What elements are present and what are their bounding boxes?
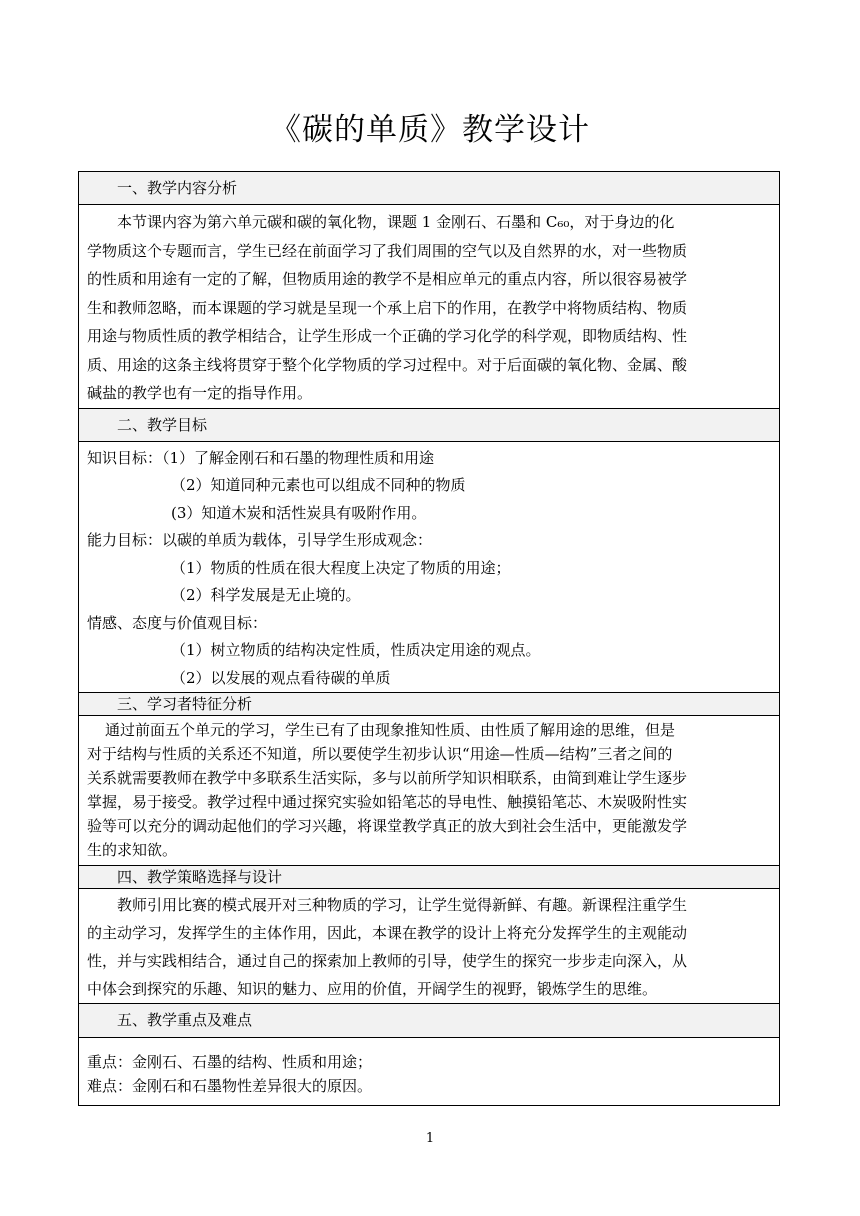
text-line: （2）科学发展是无止境的。 [171, 586, 361, 604]
text-line: 生和教师忽略，而本课题的学习就是呈现一个承上启下的作用，在教学中将物质结构、物质 [87, 298, 688, 317]
text-line: 验等可以充分的调动起他们的学习兴趣，将课堂教学真正的放大到社会生活中，更能激发学 [87, 817, 688, 835]
text-line: 情感、态度与价值观目标： [87, 613, 268, 632]
text-line: 关系就需要教师在教学中多联系生活实际，多与以前所学知识相联系，由简到难让学生逐步 [87, 769, 688, 787]
text-line: 知识目标：（1）了解金刚石和石墨的物理性质和用途 [87, 448, 435, 467]
text-line: 中体会到探究的乐趣、知识的魅力、应用的价值，开阔学生的视野，锻炼学生的思维。 [87, 980, 658, 998]
text-line: 用途与物质性质的教学相结合，让学生形成一个正确的学习化学的科学观，即物质结构、性 [87, 327, 688, 345]
text-line: 通过前面五个单元的学习，学生已有了由现象推知性质、由性质了解用途的思维，但是 [105, 721, 676, 739]
page-number: 1 [425, 1131, 435, 1146]
section-body-learner-analysis [79, 716, 780, 866]
text-line: （2）以发展的观点看待碳的单质 [171, 668, 391, 687]
section-heading-strategy-design: 四、教学策略选择与设计 [79, 866, 780, 889]
section-body-key-points [79, 1038, 780, 1106]
text-line: （1）物质的性质在很大程度上决定了物质的用途； [171, 558, 511, 577]
text-line: （2）知道同种元素也可以组成不同种的物质 [171, 476, 466, 494]
text-line: 性，并与实践相结合，通过自己的探索加上教师的引导，使学生的探究一步步走向深入，从 [87, 952, 688, 970]
document-title: 《碳的单质》教学设计 [270, 112, 590, 148]
section-body-teaching-goals [79, 441, 780, 693]
text-line: 能力目标：以碳的单质为载体，引导学生形成观念： [87, 531, 433, 549]
section-heading-teaching-goals: 二、教学目标 [79, 408, 780, 441]
text-line: （1）树立物质的结构决定性质，性质决定用途的观点。 [171, 641, 541, 659]
text-line: (3）知道木炭和活性炭具有吸附作用。 [171, 503, 427, 522]
text-line: 的性质和用途有一定的了解，但物质用途的教学不是相应单元的重点内容，所以很容易被学 [87, 270, 688, 288]
text-line: 生的求知欲。 [87, 841, 178, 859]
section-body-strategy-design [79, 889, 780, 1004]
text-line: 对于结构与性质的关系还不知道，所以要使学生初步认识“用途—性质—结构”三者之间的 [87, 745, 673, 763]
text-line: 难点：金刚石和石墨物性差异很大的原因。 [87, 1077, 373, 1095]
text-line: 掌握，易于接受。教学过程中通过探究实验如铅笔芯的导电性、触摸铅笔芯、木炭吸附性实 [87, 793, 688, 811]
section-body-content-analysis [79, 205, 780, 409]
section-heading-content-analysis: 一、教学内容分析 [79, 172, 780, 205]
text-line: 重点：金刚石、石墨的结构、性质和用途； [87, 1053, 373, 1071]
text-line: 的主动学习，发挥学生的主体作用，因此，本课在教学的设计上将充分发挥学生的主观能动 [87, 924, 688, 942]
text-line: 质、用途的这条主线将贯穿于整个化学物质的学习过程中。对于后面碳的氧化物、金属、酸 [87, 355, 688, 374]
lesson-plan-table [78, 171, 780, 1106]
section-heading-learner-analysis: 三、学习者特征分析 [79, 693, 780, 716]
text-line: 碱盐的教学也有一定的指导作用。 [87, 384, 313, 402]
text-line: 学物质这个专题而言，学生已经在前面学习了我们周围的空气以及自然界的水，对一些物质 [87, 241, 688, 260]
text-line: 本节课内容为第六单元碳和碳的氧化物，课题 1 金刚石、石墨和 C₆₀，对于身边的化 [117, 213, 675, 231]
text-line: 教师引用比赛的模式展开对三种物质的学习，让学生觉得新鲜、有趣。新课程注重学生 [117, 896, 688, 914]
section-heading-key-points: 五、教学重点及难点 [79, 1004, 780, 1038]
